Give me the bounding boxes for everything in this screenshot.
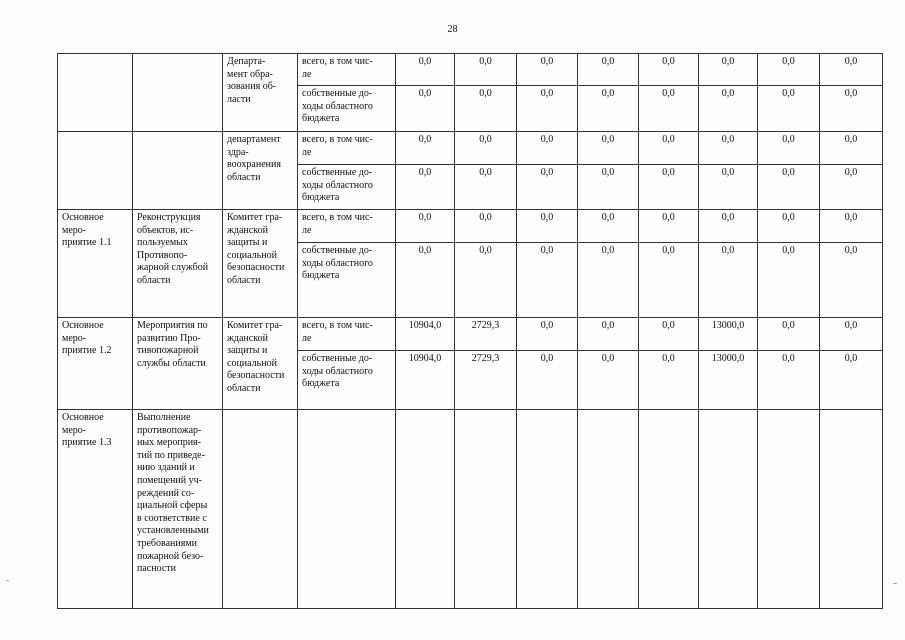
amount-cell: 0,0: [699, 86, 758, 132]
funding-source-cell: [298, 410, 396, 609]
table-row: [58, 410, 883, 609]
amount-cell: 0,0: [396, 243, 455, 318]
amount-cell: 0,0: [699, 132, 758, 165]
amount-cell: 0,0: [396, 132, 455, 165]
measure-cell: Основное меро- приятие 1.3: [58, 410, 133, 609]
page-number: 28: [447, 24, 458, 35]
amount-cell: 0,0: [758, 86, 820, 132]
amount-cell: 0,0: [578, 132, 639, 165]
amount-cell: 0,0: [758, 54, 820, 86]
amount-cell: 0,0: [396, 165, 455, 210]
amount-cell: 0,0: [639, 165, 699, 210]
amount-cell: 0,0: [639, 318, 699, 351]
amount-cell: 0,0: [455, 132, 517, 165]
amount-cell: 10904,0: [396, 318, 455, 351]
amount-cell: 0,0: [699, 243, 758, 318]
amount-cell: 0,0: [639, 132, 699, 165]
amount-cell: 0,0: [820, 132, 883, 165]
table-body: [58, 54, 883, 609]
amount-cell: [578, 410, 639, 609]
amount-cell: 0,0: [820, 86, 883, 132]
amount-cell: 0,0: [758, 165, 820, 210]
amount-cell: [820, 410, 883, 609]
amount-cell: 0,0: [455, 54, 517, 86]
amount-cell: [455, 410, 517, 609]
amount-cell: 0,0: [455, 86, 517, 132]
amount-cell: 0,0: [517, 132, 578, 165]
measure-cell: Основное меро- приятие 1.1: [58, 210, 133, 318]
measure-name-cell: Реконструкция объектов, ис- пользуемых Противопо- жарной службой области: [133, 210, 223, 318]
amount-cell: 0,0: [578, 351, 639, 410]
measure-name-cell: Мероприятия по развитию Про- тивопожарной службы области: [133, 318, 223, 410]
amount-cell: 0,0: [820, 210, 883, 243]
funding-source-cell: всего, в том чис- ле: [298, 132, 396, 165]
amount-cell: 13000,0: [699, 351, 758, 410]
amount-cell: 0,0: [517, 54, 578, 86]
amount-cell: 0,0: [820, 54, 883, 86]
amount-cell: 0,0: [517, 318, 578, 351]
funding-source-cell: всего, в том чис- ле: [298, 210, 396, 243]
amount-cell: 0,0: [699, 54, 758, 86]
amount-cell: 0,0: [699, 165, 758, 210]
amount-cell: 0,0: [820, 351, 883, 410]
table-row: [58, 210, 883, 243]
budget-table: [57, 53, 883, 609]
amount-cell: 0,0: [639, 86, 699, 132]
amount-cell: 0,0: [578, 210, 639, 243]
funding-source-cell: собственные до- ходы областного бюджета: [298, 351, 396, 410]
funding-source-cell: всего, в том чис- ле: [298, 54, 396, 86]
measure-name-cell: Выполнение противопожар- ных мероприя- тий по приведе- нию зданий и помещений уч- реждений со- циальной сферы в соответствие с установленными требованиями пожарной безо- пасности: [133, 410, 223, 609]
amount-cell: 0,0: [820, 165, 883, 210]
amount-cell: 0,0: [517, 351, 578, 410]
amount-cell: [639, 410, 699, 609]
amount-cell: 0,0: [578, 243, 639, 318]
amount-cell: 13000,0: [699, 318, 758, 351]
amount-cell: 0,0: [758, 243, 820, 318]
amount-cell: 0,0: [578, 86, 639, 132]
amount-cell: [396, 410, 455, 609]
table-row: [58, 54, 883, 86]
executor-cell: Комитет гра- жданской защиты и социальной безопасности области: [223, 318, 298, 410]
amount-cell: 2729,3: [455, 318, 517, 351]
amount-cell: 0,0: [758, 351, 820, 410]
funding-source-cell: собственные до- ходы областного бюджета: [298, 86, 396, 132]
amount-cell: 0,0: [639, 54, 699, 86]
measure-cell: [58, 132, 133, 210]
amount-cell: 0,0: [639, 243, 699, 318]
amount-cell: 0,0: [396, 86, 455, 132]
scan-mark: [6, 580, 9, 581]
funding-source-cell: собственные до- ходы областного бюджета: [298, 165, 396, 210]
amount-cell: 0,0: [758, 210, 820, 243]
executor-cell: департамент здра- воохранения области: [223, 132, 298, 210]
amount-cell: [758, 410, 820, 609]
funding-source-cell: всего, в том чис- ле: [298, 318, 396, 351]
measure-name-cell: [133, 54, 223, 132]
executor-cell: [223, 410, 298, 609]
measure-cell: Основное меро- приятие 1.2: [58, 318, 133, 410]
amount-cell: 0,0: [578, 165, 639, 210]
amount-cell: 0,0: [639, 210, 699, 243]
amount-cell: [699, 410, 758, 609]
amount-cell: 0,0: [455, 243, 517, 318]
amount-cell: 0,0: [578, 54, 639, 86]
amount-cell: 0,0: [517, 243, 578, 318]
amount-cell: 0,0: [820, 243, 883, 318]
amount-cell: 0,0: [699, 210, 758, 243]
table-row: [58, 132, 883, 165]
amount-cell: 0,0: [396, 210, 455, 243]
scan-mark: [893, 583, 897, 584]
amount-cell: [517, 410, 578, 609]
amount-cell: 0,0: [396, 54, 455, 86]
amount-cell: 0,0: [578, 318, 639, 351]
amount-cell: 0,0: [758, 318, 820, 351]
amount-cell: 0,0: [455, 210, 517, 243]
amount-cell: 0,0: [517, 165, 578, 210]
amount-cell: 0,0: [639, 351, 699, 410]
amount-cell: 0,0: [455, 165, 517, 210]
amount-cell: 2729,3: [455, 351, 517, 410]
amount-cell: 10904,0: [396, 351, 455, 410]
funding-source-cell: собственные до- ходы областного бюджета: [298, 243, 396, 318]
executor-cell: Департа- мент обра- зования об- ласти: [223, 54, 298, 132]
measure-cell: [58, 54, 133, 132]
measure-name-cell: [133, 132, 223, 210]
table-row: [58, 318, 883, 351]
amount-cell: 0,0: [517, 86, 578, 132]
amount-cell: 0,0: [758, 132, 820, 165]
executor-cell: Комитет гра- жданской защиты и социальной безопасности области: [223, 210, 298, 318]
amount-cell: 0,0: [517, 210, 578, 243]
amount-cell: 0,0: [820, 318, 883, 351]
